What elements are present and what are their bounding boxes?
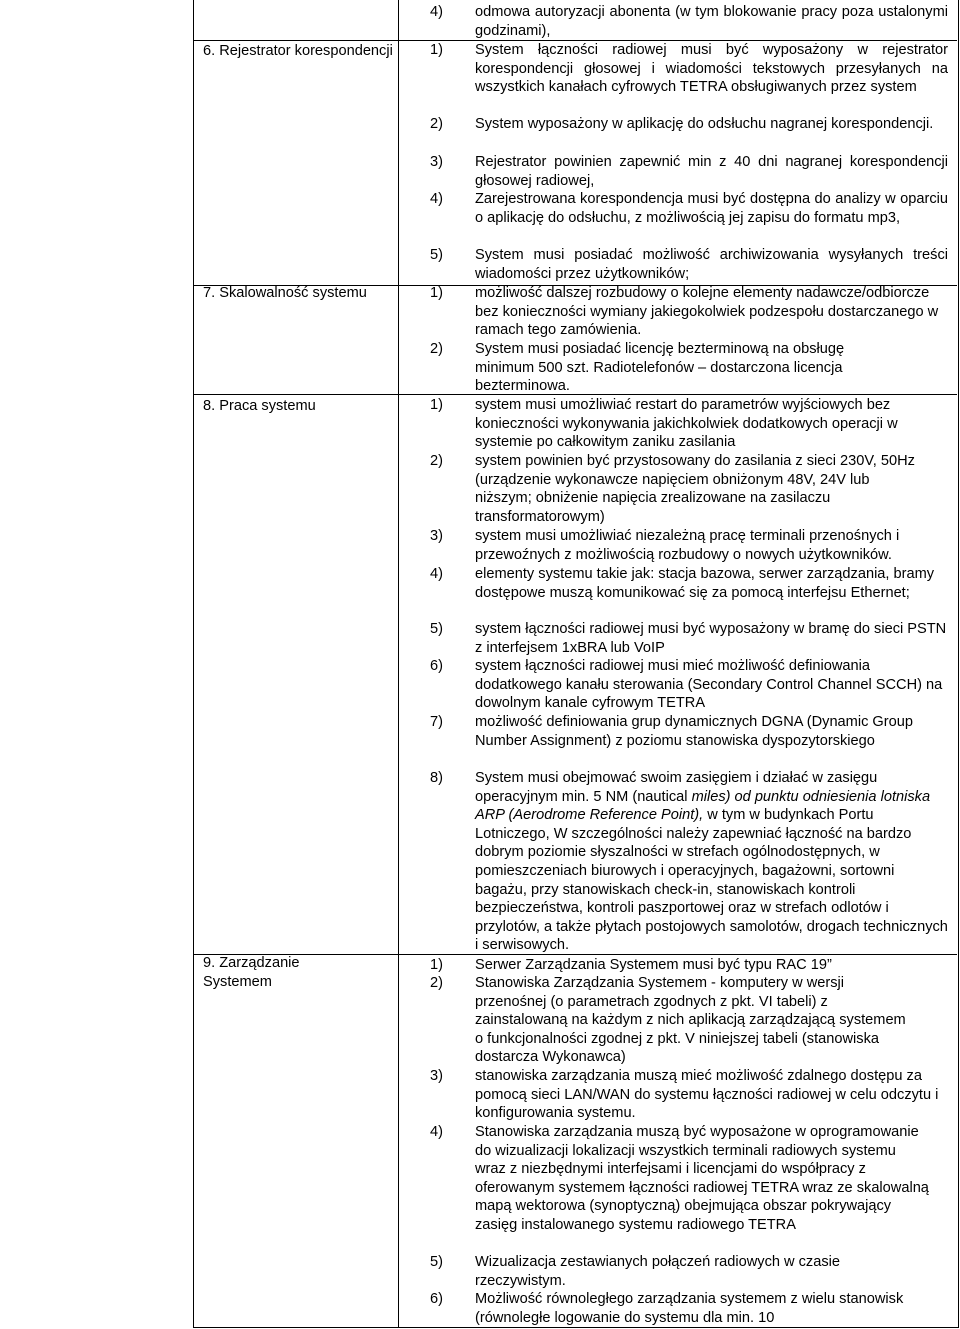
item-text: Stanowiska Zarządzania Systemem - komputery w wersji przenośnej (o parametrach zgodnych z pkt. VI tabeli) z zainstalowaną na każdym z nich aplikacją zarządzającą systemem o funkcjonalności zgodnej z pkt. V niniejszej tabeli (stanowiska dostarcza Wykonawca) [475,975,906,1066]
item-text: System musi posiadać możliwość archiwizowania wysyłanych treści wiadomości przez użytkowników; [475,247,948,282]
item-number: 6) [430,1291,443,1307]
column-divider [398,0,399,1327]
item-number: 1) [430,397,443,413]
item-text: odmowa autoryzacji abonenta (w tym blokowanie pracy poza ustalonymi godzinami), [475,4,948,39]
item-number: 4) [430,4,443,20]
item-number: 2) [430,453,443,469]
section-8-label: 8. Praca systemu [203,398,316,414]
item-text: Możliwość równoległego zarządzania systemem z wielu stanowisk (równoległe logowanie do systemu dla min. 10 [475,1291,904,1326]
item-number: 1) [430,957,443,973]
item-number: 2) [430,116,443,132]
section-6-label: 6. Rejestrator korespondencji [203,43,393,59]
item-number: 3) [430,528,443,544]
item-text: możliwość dalszej rozbudowy o kolejne elementy nadawcze/odbiorcze bez konieczności wymiany jakiegokolwiek podzespołu dostarczanego w ramach tego zamówienia. [475,285,939,339]
item-number: 4) [430,191,443,207]
item-text: stanowiska zarządzania muszą mieć możliwość zdalnego dostępu za pomocą sieci LAN/WAN do systemu łączności radiowej w celu odczytu i konfigurowania systemu. [475,1068,939,1122]
item-number: 8) [430,770,443,786]
item-text: system musi umożliwiać restart do parametrów wyjściowych bez konieczności wykonywania jakichkolwiek dodatkowych operacji w systemie po całkowitym zaniku zasilania [475,397,898,451]
item-number: 2) [430,341,443,357]
item-number: 4) [430,1124,443,1140]
item-text: System musi obejmować swoim zasięgiem i działać w zasięgu operacyjnym min. 5 NM (nautical miles) od punktu odniesienia lotniska ARP (Aerodrome Reference Point), w tym w budynkach Portu Lotniczego, W szczególności należy zapewniać łączność na bardzo dobrym poziomie słyszalności w strefach ogólnodostępnych, w pomieszczeniach biurowych i operacyjnych, bagażowni, sortowni bagażu, przy stanowiskach check-in, stanowiskach kontroli bezpieczeństwa, kontroli paszportowej oraz w strefach odlotów i przylotów, a także płytach postojowych samolotów, drogach technicznych i serwisowych. [475,770,948,954]
item-text: system musi umożliwiać niezależną pracę terminali przenośnych i przewoźnych z możliwością rozbudowy o nowych użytkowników. [475,528,900,563]
section-7-label: 7. Skalowalność systemu [203,285,367,301]
item-number: 1) [430,42,443,58]
item-text: System wyposażony w aplikację do odsłuchu nagranej korespondencji. [475,116,934,132]
item-number: 6) [430,658,443,674]
item-text: Rejestrator powinien zapewnić min z 40 dni nagranej korespondencji głosowej radiowej, [475,154,948,189]
item-text: System łączności radiowej musi być wyposażony w rejestrator korespondencji głosowej i wiadomości tekstowych przesyłanych na wszystkich kanałach cyfrowych TETRA obsługiwanych przez system [475,42,948,96]
item-number: 7) [430,714,443,730]
item-text: Serwer Zarządzania Systemem musi być typu RAC 19” [475,957,832,973]
section-9-label: 9. Zarządzanie Systemem [203,955,300,990]
item-text: Wizualizacja zestawianych połączeń radiowych w czasie rzeczywistym. [475,1254,841,1289]
item-text: system łączności radiowej musi mieć możliwość definiowania dodatkowego kanału sterowania (Secondary Control Channel SCCH) na dowolnym kanale cyfrowym TETRA [475,658,943,712]
item-number: 4) [430,566,443,582]
item-number: 2) [430,975,443,991]
item-text: Zarejestrowana korespondencja musi być dostępna do analizy w oparciu o aplikację do odsłuchu, z możliwością jej zapisu do formatu mp3, [475,191,948,226]
item-number: 3) [430,1068,443,1084]
item-text: System musi posiadać licencję bezterminową na obsługę minimum 500 szt. Radiotelefonów – dostarczona licencja bezterminowa. [475,341,845,395]
item-number: 5) [430,621,443,637]
item-number: 1) [430,285,443,301]
item-text: możliwość definiowania grup dynamicznych DGNA (Dynamic Group Number Assignment) z poziomu stanowiska dyspozytorskiego [475,714,913,749]
item-text: system powinien być przystosowany do zasilania z sieci 230V, 50Hz (urządzenie wykonawcze napięciem obniżonym 48V, 24V lub niższym; obniżenie napięcia zrealizowane na zasilaczu transformatorowym) [475,453,915,525]
item-text: elementy systemu takie jak: stacja bazowa, serwer zarządzania, bramy dostępowe muszą komunikować się za pomocą interfejsu Ethernet; [475,566,935,601]
item-number: 5) [430,247,443,263]
item-number: 3) [430,154,443,170]
item-text: system łączności radiowej musi być wyposażony w bramę do sieci PSTN z interfejsem 1xBRA lub VoIP [475,621,947,656]
item-number: 5) [430,1254,443,1270]
item-text: Stanowiska zarządzania muszą być wyposażone w oprogramowanie do wizualizacji lokalizacji wszystkich terminali radiowych systemu wraz z niezbędnymi interfejsami i licencjami do współpracy z oferowanym systemem łączności radiowej TETRA wraz ze skalowalną mapą wektorowa (synoptyczną) obejmująca obszar pokrywający zasięg instalowanego systemu radiowego TETRA [475,1124,929,1233]
